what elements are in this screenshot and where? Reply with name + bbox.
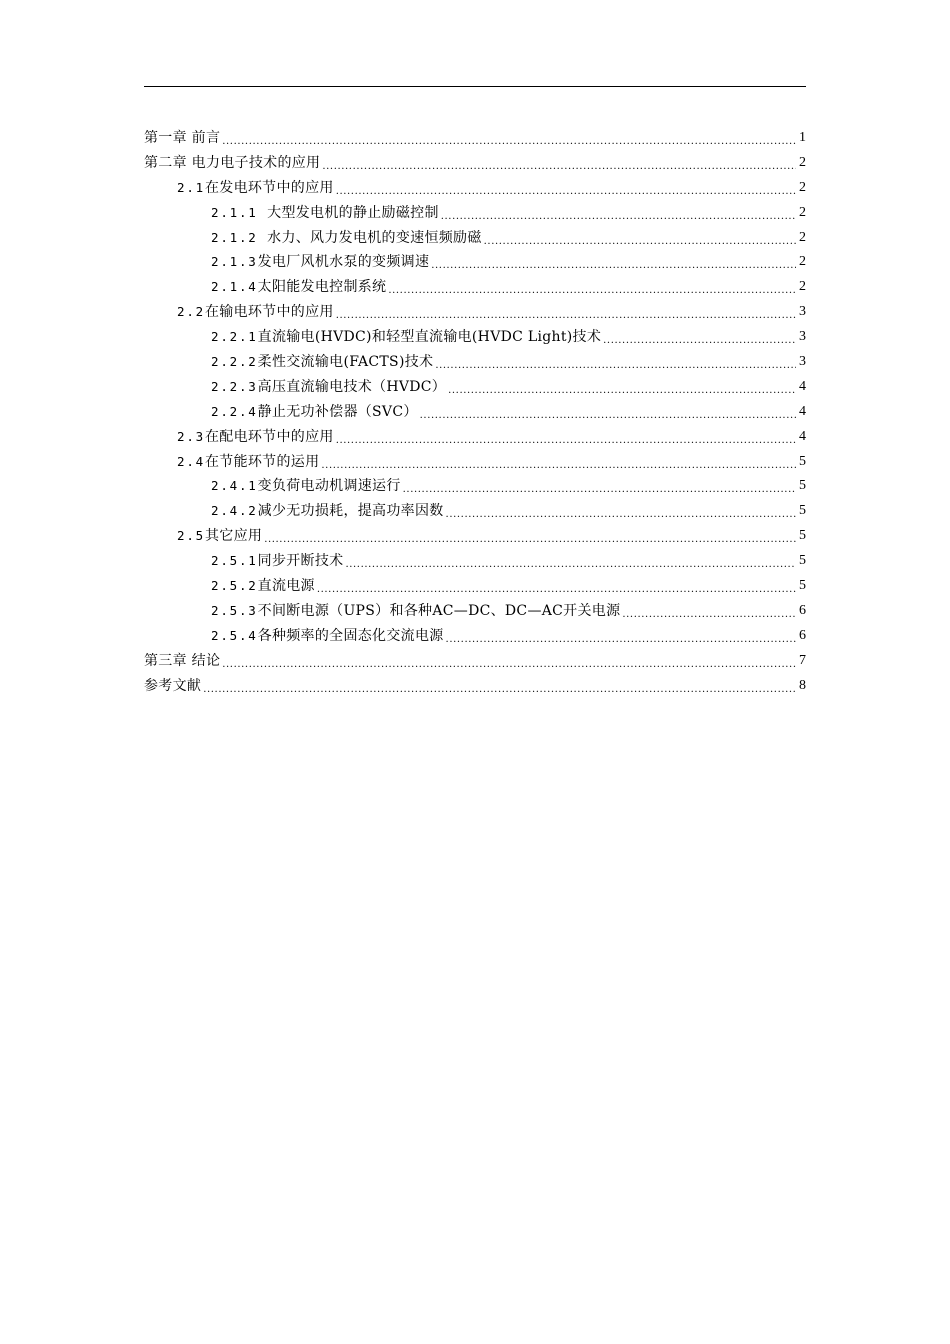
toc-dot-leader	[446, 624, 796, 649]
toc-title: 2.1.1 大型发电机的静止励磁控制	[211, 204, 439, 221]
toc-page-number: 8	[799, 677, 806, 693]
toc-entry[interactable]	[144, 599, 806, 624]
toc-entry[interactable]	[144, 201, 806, 226]
toc-entry[interactable]	[144, 574, 806, 599]
toc-page-number: 5	[799, 503, 806, 519]
table-of-contents	[144, 126, 806, 698]
toc-dot-leader	[222, 649, 796, 674]
toc-title: 第一章 前言	[144, 129, 221, 146]
toc-dot-leader	[322, 151, 796, 176]
toc-dot-leader	[388, 275, 796, 300]
toc-entry[interactable]	[144, 524, 806, 549]
toc-page-number: 4	[799, 403, 806, 419]
toc-title: 2.5.2直流电源	[211, 578, 315, 595]
toc-entry[interactable]	[144, 300, 806, 325]
toc-page-number: 2	[799, 154, 806, 170]
toc-dot-leader	[345, 549, 796, 574]
toc-dot-leader	[603, 325, 796, 350]
toc-dot-leader	[203, 674, 796, 699]
toc-title: 2.2.4静止无功补偿器（SVC）	[211, 403, 418, 420]
toc-page-number: 5	[799, 453, 806, 469]
toc-dot-leader	[336, 176, 796, 201]
toc-page-number: 1	[799, 129, 806, 145]
toc-page-number: 2	[799, 279, 806, 295]
toc-title: 第二章 电力电子技术的应用	[144, 154, 321, 171]
toc-page-number: 4	[799, 428, 806, 444]
toc-title: 2.1.2 水力、风力发电机的变速恒频励磁	[211, 229, 482, 246]
toc-title: 2.4在节能环节的运用	[177, 453, 320, 470]
toc-dot-leader	[222, 126, 796, 151]
toc-entry[interactable]	[144, 499, 806, 524]
toc-page-number: 3	[799, 329, 806, 345]
toc-page-number: 3	[799, 304, 806, 320]
toc-title: 2.3在配电环节中的应用	[177, 428, 334, 445]
toc-title: 2.5.3不间断电源（UPS）和各种AC—DC、DC—AC开关电源	[211, 602, 621, 619]
toc-dot-leader	[441, 201, 796, 226]
toc-page-number: 4	[799, 378, 806, 394]
toc-title: 2.1.4太阳能发电控制系统	[211, 279, 387, 296]
toc-page-number: 6	[799, 627, 806, 643]
header-rule	[144, 86, 806, 87]
toc-entry[interactable]	[144, 226, 806, 251]
toc-entry[interactable]	[144, 325, 806, 350]
toc-entry[interactable]	[144, 375, 806, 400]
toc-entry[interactable]	[144, 674, 806, 699]
toc-title: 2.2在输电环节中的应用	[177, 304, 334, 321]
toc-entry[interactable]	[144, 176, 806, 201]
toc-dot-leader	[264, 524, 796, 549]
toc-page-number: 3	[799, 354, 806, 369]
toc-entry[interactable]	[144, 549, 806, 574]
toc-dot-leader	[336, 300, 796, 325]
toc-page-number: 5	[799, 578, 806, 594]
toc-dot-leader	[403, 474, 796, 499]
toc-page-number: 2	[799, 204, 806, 220]
toc-entry[interactable]	[144, 400, 806, 425]
toc-title: 参考文献	[144, 677, 202, 694]
toc-entry[interactable]	[144, 275, 806, 300]
toc-dot-leader	[420, 400, 796, 425]
toc-page-number: 5	[799, 553, 806, 569]
toc-entry[interactable]	[144, 425, 806, 450]
toc-entry[interactable]	[144, 649, 806, 674]
toc-entry[interactable]	[144, 450, 806, 475]
toc-title: 2.5其它应用	[177, 528, 263, 545]
toc-page-number: 5	[799, 478, 806, 494]
toc-page-number: 2	[799, 179, 806, 195]
toc-dot-leader	[336, 425, 796, 450]
toc-title: 2.2.1直流输电(HVDC)和轻型直流输电(HVDC Light)技术	[211, 329, 602, 346]
toc-page-number: 2	[799, 229, 806, 245]
toc-page-number: 2	[799, 254, 806, 270]
toc-dot-leader	[622, 599, 796, 624]
toc-page-number: 5	[799, 528, 806, 544]
toc-title: 2.4.1变负荷电动机调速运行	[211, 478, 401, 495]
toc-entry[interactable]	[144, 250, 806, 275]
toc-entry[interactable]	[144, 126, 806, 151]
toc-dot-leader	[431, 250, 796, 275]
toc-dot-leader	[446, 499, 796, 524]
toc-title: 2.1.3发电厂风机水泵的变频调速	[211, 254, 430, 271]
toc-dot-leader	[435, 350, 796, 375]
toc-entry[interactable]	[144, 350, 806, 375]
toc-dot-leader	[448, 375, 796, 400]
toc-title: 2.2.3高压直流输电技术（HVDC）	[211, 378, 447, 395]
toc-title: 2.4.2减少无功损耗，提高功率因数	[211, 503, 444, 520]
toc-dot-leader	[484, 226, 796, 251]
toc-title: 2.5.4各种频率的全固态化交流电源	[211, 627, 444, 644]
toc-page-number: 6	[799, 602, 806, 618]
toc-dot-leader	[317, 574, 796, 599]
toc-title: 2.5.1同步开断技术	[211, 553, 344, 570]
toc-page-number: 7	[799, 652, 806, 668]
toc-title: 2.1在发电环节中的应用	[177, 179, 334, 196]
toc-entry[interactable]	[144, 624, 806, 649]
toc-entry[interactable]	[144, 474, 806, 499]
toc-title: 第三章 结论	[144, 652, 221, 669]
toc-title: 2.2.2柔性交流输电(FACTS)技术	[211, 354, 434, 370]
toc-dot-leader	[321, 450, 796, 475]
toc-entry[interactable]	[144, 151, 806, 176]
